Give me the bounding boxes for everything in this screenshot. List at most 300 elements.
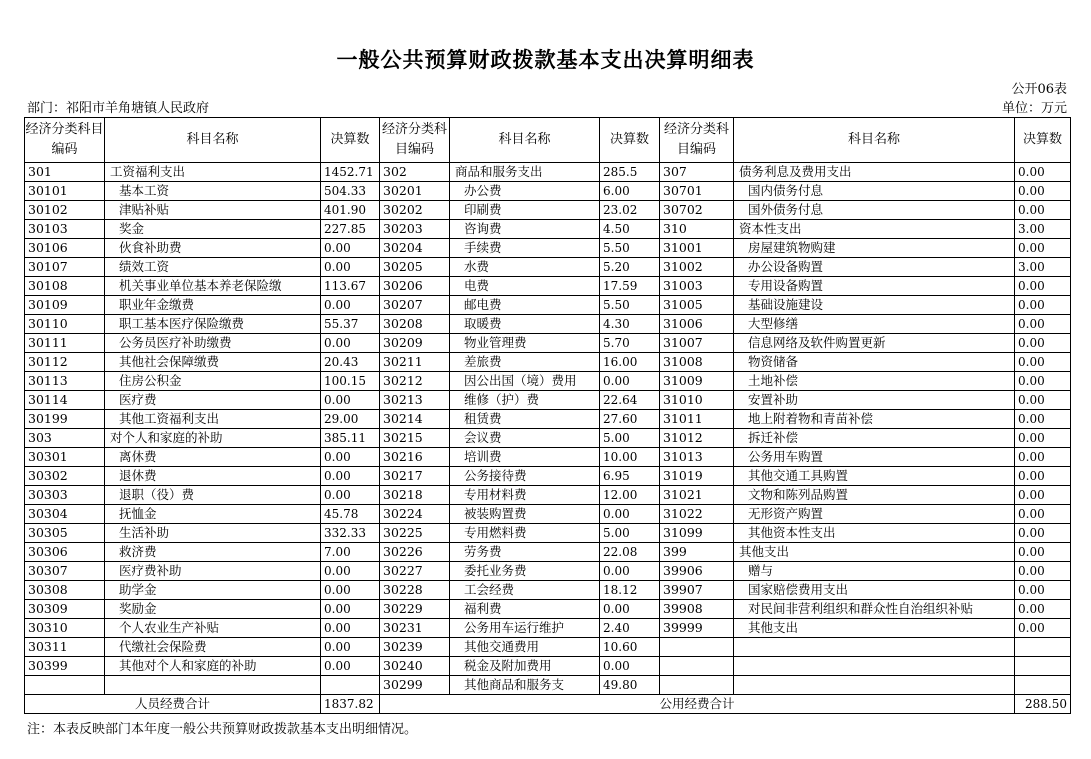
cell-amount: 0.00 bbox=[600, 600, 660, 619]
cell-amount: 0.00 bbox=[1015, 581, 1071, 600]
cell-code: 30702 bbox=[660, 201, 734, 220]
cell-name: 助学金 bbox=[105, 581, 321, 600]
cell-amount: 5.50 bbox=[600, 239, 660, 258]
table-row bbox=[25, 619, 1071, 638]
cell-name: 国家赔偿费用支出 bbox=[734, 581, 1015, 600]
cell-name: 救济费 bbox=[105, 543, 321, 562]
cell-amount: 0.00 bbox=[321, 258, 380, 277]
cell-name: 商品和服务支出 bbox=[450, 163, 600, 182]
cell-name: 工会经费 bbox=[450, 581, 600, 600]
cell-code: 30399 bbox=[25, 657, 105, 676]
cell-amount: 0.00 bbox=[321, 562, 380, 581]
cell-name: 税金及附加费用 bbox=[450, 657, 600, 676]
cell-name: 劳务费 bbox=[450, 543, 600, 562]
cell-name: 水费 bbox=[450, 258, 600, 277]
cell-name: 地上附着物和青苗补偿 bbox=[734, 410, 1015, 429]
cell-code: 30309 bbox=[25, 600, 105, 619]
footnote: 注：本表反映部门本年度一般公共预算财政拨款基本支出明细情况。 bbox=[27, 722, 418, 737]
cell-amount: 0.00 bbox=[1015, 334, 1071, 353]
cell-name: 公务接待费 bbox=[450, 467, 600, 486]
cell-amount: 18.12 bbox=[600, 581, 660, 600]
cell-name: 租赁费 bbox=[450, 410, 600, 429]
cell-amount: 0.00 bbox=[321, 448, 380, 467]
table-row bbox=[25, 581, 1071, 600]
cell-name: 基础设施建设 bbox=[734, 296, 1015, 315]
table-row bbox=[25, 410, 1071, 429]
cell-name: 退休费 bbox=[105, 467, 321, 486]
cell-code: 30208 bbox=[380, 315, 450, 334]
table-row bbox=[25, 258, 1071, 277]
cell-name: 维修（护）费 bbox=[450, 391, 600, 410]
cell-code: 30202 bbox=[380, 201, 450, 220]
cell-code: 30310 bbox=[25, 619, 105, 638]
table-row bbox=[25, 315, 1071, 334]
cell-amount bbox=[321, 676, 380, 695]
cell-name: 资本性支出 bbox=[734, 220, 1015, 239]
cell-name: 其他资本性支出 bbox=[734, 524, 1015, 543]
cell-amount: 0.00 bbox=[1015, 182, 1071, 201]
cell-name: 其他支出 bbox=[734, 619, 1015, 638]
cell-code: 31007 bbox=[660, 334, 734, 353]
table-row bbox=[25, 296, 1071, 315]
cell-name bbox=[105, 676, 321, 695]
cell-code: 30302 bbox=[25, 467, 105, 486]
cell-code: 30308 bbox=[25, 581, 105, 600]
table-row bbox=[25, 163, 1071, 182]
cell-amount: 0.00 bbox=[1015, 524, 1071, 543]
cell-name: 专用设备购置 bbox=[734, 277, 1015, 296]
cell-name: 对民间非营利组织和群众性自治组织补贴 bbox=[734, 600, 1015, 619]
cell-amount: 0.00 bbox=[321, 600, 380, 619]
cell-amount: 0.00 bbox=[1015, 467, 1071, 486]
cell-code: 31099 bbox=[660, 524, 734, 543]
cell-amount: 16.00 bbox=[600, 353, 660, 372]
cell-code: 30215 bbox=[380, 429, 450, 448]
cell-amount: 5.20 bbox=[600, 258, 660, 277]
cell-code: 31012 bbox=[660, 429, 734, 448]
cell-name: 奖金 bbox=[105, 220, 321, 239]
cell-code: 30211 bbox=[380, 353, 450, 372]
cell-code: 30216 bbox=[380, 448, 450, 467]
expenditure-table bbox=[24, 117, 1071, 714]
cell-name: 其他支出 bbox=[734, 543, 1015, 562]
cell-name: 物业管理费 bbox=[450, 334, 600, 353]
cell-code: 31001 bbox=[660, 239, 734, 258]
cell-code: 39908 bbox=[660, 600, 734, 619]
cell-code: 31013 bbox=[660, 448, 734, 467]
cell-name: 职业年金缴费 bbox=[105, 296, 321, 315]
cell-code: 39999 bbox=[660, 619, 734, 638]
cell-code: 302 bbox=[380, 163, 450, 182]
cell-name: 专用材料费 bbox=[450, 486, 600, 505]
cell-name: 其他工资福利支出 bbox=[105, 410, 321, 429]
cell-amount: 0.00 bbox=[1015, 277, 1071, 296]
cell-name: 培训费 bbox=[450, 448, 600, 467]
cell-name: 赠与 bbox=[734, 562, 1015, 581]
table-row bbox=[25, 334, 1071, 353]
cell-name: 被装购置费 bbox=[450, 505, 600, 524]
cell-amount: 0.00 bbox=[1015, 600, 1071, 619]
cell-code: 30226 bbox=[380, 543, 450, 562]
cell-amount: 27.60 bbox=[600, 410, 660, 429]
cell-name: 津贴补贴 bbox=[105, 201, 321, 220]
cell-name: 会议费 bbox=[450, 429, 600, 448]
cell-code bbox=[660, 676, 734, 695]
cell-name bbox=[734, 638, 1015, 657]
personnel-total-label: 人员经费合计 bbox=[25, 695, 321, 714]
cell-name: 个人农业生产补贴 bbox=[105, 619, 321, 638]
header-name-3: 科目名称 bbox=[734, 118, 1015, 163]
cell-code: 30304 bbox=[25, 505, 105, 524]
cell-amount: 0.00 bbox=[1015, 315, 1071, 334]
cell-code: 30227 bbox=[380, 562, 450, 581]
table-row bbox=[25, 486, 1071, 505]
cell-code: 31010 bbox=[660, 391, 734, 410]
cell-code: 301 bbox=[25, 163, 105, 182]
cell-amount: 4.30 bbox=[600, 315, 660, 334]
cell-amount: 49.80 bbox=[600, 676, 660, 695]
cell-amount: 0.00 bbox=[1015, 296, 1071, 315]
cell-code: 30114 bbox=[25, 391, 105, 410]
cell-amount: 0.00 bbox=[321, 467, 380, 486]
cell-name: 离休费 bbox=[105, 448, 321, 467]
cell-amount: 0.00 bbox=[321, 638, 380, 657]
cell-code: 30109 bbox=[25, 296, 105, 315]
table-row bbox=[25, 353, 1071, 372]
cell-code: 30239 bbox=[380, 638, 450, 657]
cell-code: 31002 bbox=[660, 258, 734, 277]
cell-amount: 0.00 bbox=[321, 581, 380, 600]
cell-amount: 227.85 bbox=[321, 220, 380, 239]
cell-amount: 0.00 bbox=[1015, 201, 1071, 220]
cell-amount: 3.00 bbox=[1015, 220, 1071, 239]
cell-name: 办公费 bbox=[450, 182, 600, 201]
public-total-label: 公用经费合计 bbox=[380, 695, 1015, 714]
header-amount-2: 决算数 bbox=[600, 118, 660, 163]
cell-amount: 0.00 bbox=[1015, 391, 1071, 410]
cell-code: 30113 bbox=[25, 372, 105, 391]
table-row bbox=[25, 277, 1071, 296]
cell-name: 其他商品和服务支 bbox=[450, 676, 600, 695]
cell-code: 30107 bbox=[25, 258, 105, 277]
cell-amount bbox=[1015, 676, 1071, 695]
table-row bbox=[25, 239, 1071, 258]
cell-amount: 17.59 bbox=[600, 277, 660, 296]
cell-amount: 0.00 bbox=[1015, 372, 1071, 391]
cell-amount: 0.00 bbox=[1015, 163, 1071, 182]
cell-code: 303 bbox=[25, 429, 105, 448]
cell-amount: 0.00 bbox=[600, 657, 660, 676]
cell-code: 30299 bbox=[380, 676, 450, 695]
cell-name: 公务用车运行维护 bbox=[450, 619, 600, 638]
cell-name: 委托业务费 bbox=[450, 562, 600, 581]
cell-name: 信息网络及软件购置更新 bbox=[734, 334, 1015, 353]
cell-name: 其他交通工具购置 bbox=[734, 467, 1015, 486]
table-row bbox=[25, 676, 1071, 695]
table-row bbox=[25, 448, 1071, 467]
cell-name: 机关事业单位基本养老保险缴 bbox=[105, 277, 321, 296]
cell-code: 30305 bbox=[25, 524, 105, 543]
cell-amount: 0.00 bbox=[321, 391, 380, 410]
cell-code: 30112 bbox=[25, 353, 105, 372]
table-row bbox=[25, 467, 1071, 486]
cell-amount: 5.00 bbox=[600, 429, 660, 448]
cell-code: 30214 bbox=[380, 410, 450, 429]
cell-amount: 401.90 bbox=[321, 201, 380, 220]
cell-code: 310 bbox=[660, 220, 734, 239]
cell-amount: 0.00 bbox=[1015, 410, 1071, 429]
cell-amount: 0.00 bbox=[321, 239, 380, 258]
cell-name: 代缴社会保险费 bbox=[105, 638, 321, 657]
cell-code: 30306 bbox=[25, 543, 105, 562]
cell-name: 公务用车购置 bbox=[734, 448, 1015, 467]
table-row bbox=[25, 182, 1071, 201]
cell-amount: 0.00 bbox=[321, 657, 380, 676]
cell-name: 无形资产购置 bbox=[734, 505, 1015, 524]
header-code-2: 经济分类科目编码 bbox=[380, 118, 450, 163]
cell-code bbox=[660, 638, 734, 657]
cell-amount: 385.11 bbox=[321, 429, 380, 448]
cell-name: 咨询费 bbox=[450, 220, 600, 239]
cell-name: 职工基本医疗保险缴费 bbox=[105, 315, 321, 334]
cell-name: 电费 bbox=[450, 277, 600, 296]
cell-code: 31005 bbox=[660, 296, 734, 315]
cell-code: 30203 bbox=[380, 220, 450, 239]
cell-code: 30231 bbox=[380, 619, 450, 638]
cell-code: 31003 bbox=[660, 277, 734, 296]
cell-amount: 22.64 bbox=[600, 391, 660, 410]
header-amount-3: 决算数 bbox=[1015, 118, 1071, 163]
personnel-total-value: 1837.82 bbox=[321, 695, 380, 714]
cell-name: 工资福利支出 bbox=[105, 163, 321, 182]
cell-amount: 113.67 bbox=[321, 277, 380, 296]
cell-code: 399 bbox=[660, 543, 734, 562]
cell-name: 基本工资 bbox=[105, 182, 321, 201]
cell-amount: 6.00 bbox=[600, 182, 660, 201]
table-row bbox=[25, 429, 1071, 448]
cell-code: 30213 bbox=[380, 391, 450, 410]
cell-amount: 7.00 bbox=[321, 543, 380, 562]
header-row bbox=[25, 118, 1071, 163]
cell-code: 30212 bbox=[380, 372, 450, 391]
cell-amount: 0.00 bbox=[600, 505, 660, 524]
cell-amount: 3.00 bbox=[1015, 258, 1071, 277]
cell-code: 30240 bbox=[380, 657, 450, 676]
cell-code: 30111 bbox=[25, 334, 105, 353]
cell-name: 绩效工资 bbox=[105, 258, 321, 277]
cell-code: 30218 bbox=[380, 486, 450, 505]
department-label: 部门：祁阳市羊角塘镇人民政府 bbox=[27, 101, 210, 116]
cell-name: 手续费 bbox=[450, 239, 600, 258]
header-name-2: 科目名称 bbox=[450, 118, 600, 163]
cell-name: 房屋建筑物购建 bbox=[734, 239, 1015, 258]
cell-code: 30229 bbox=[380, 600, 450, 619]
cell-name: 生活补助 bbox=[105, 524, 321, 543]
cell-amount: 5.00 bbox=[600, 524, 660, 543]
cell-amount: 6.95 bbox=[600, 467, 660, 486]
cell-name: 医疗费 bbox=[105, 391, 321, 410]
cell-amount: 0.00 bbox=[1015, 239, 1071, 258]
totals-row bbox=[25, 695, 1071, 714]
cell-amount: 23.02 bbox=[600, 201, 660, 220]
cell-code: 307 bbox=[660, 163, 734, 182]
cell-amount: 10.00 bbox=[600, 448, 660, 467]
cell-code: 30108 bbox=[25, 277, 105, 296]
cell-code: 30207 bbox=[380, 296, 450, 315]
cell-code: 30228 bbox=[380, 581, 450, 600]
cell-name: 办公设备购置 bbox=[734, 258, 1015, 277]
cell-name: 福利费 bbox=[450, 600, 600, 619]
cell-amount: 0.00 bbox=[321, 334, 380, 353]
cell-amount bbox=[1015, 657, 1071, 676]
cell-amount: 0.00 bbox=[321, 486, 380, 505]
cell-name: 因公出国（境）费用 bbox=[450, 372, 600, 391]
cell-code: 31008 bbox=[660, 353, 734, 372]
cell-code: 30110 bbox=[25, 315, 105, 334]
table-row bbox=[25, 220, 1071, 239]
report-title: 一般公共预算财政拨款基本支出决算明细表 bbox=[336, 47, 755, 72]
cell-amount: 0.00 bbox=[1015, 562, 1071, 581]
header-name-1: 科目名称 bbox=[105, 118, 321, 163]
cell-name: 印刷费 bbox=[450, 201, 600, 220]
cell-code: 31019 bbox=[660, 467, 734, 486]
cell-code: 31021 bbox=[660, 486, 734, 505]
cell-amount: 29.00 bbox=[321, 410, 380, 429]
cell-name: 邮电费 bbox=[450, 296, 600, 315]
unit-label: 单位：万元 bbox=[1001, 101, 1067, 116]
table-row bbox=[25, 524, 1071, 543]
cell-name: 文物和陈列品购置 bbox=[734, 486, 1015, 505]
header-amount-1: 决算数 bbox=[321, 118, 380, 163]
cell-code: 30103 bbox=[25, 220, 105, 239]
cell-code: 30205 bbox=[380, 258, 450, 277]
table-row bbox=[25, 543, 1071, 562]
cell-name: 国外债务付息 bbox=[734, 201, 1015, 220]
cell-name: 安置补助 bbox=[734, 391, 1015, 410]
cell-code: 39907 bbox=[660, 581, 734, 600]
cell-amount: 285.5 bbox=[600, 163, 660, 182]
cell-amount: 100.15 bbox=[321, 372, 380, 391]
cell-amount: 0.00 bbox=[321, 296, 380, 315]
table-row bbox=[25, 638, 1071, 657]
cell-amount: 332.33 bbox=[321, 524, 380, 543]
cell-name: 专用燃料费 bbox=[450, 524, 600, 543]
cell-amount: 1452.71 bbox=[321, 163, 380, 182]
cell-code bbox=[660, 657, 734, 676]
cell-code: 30209 bbox=[380, 334, 450, 353]
cell-code: 30204 bbox=[380, 239, 450, 258]
cell-name bbox=[734, 676, 1015, 695]
cell-code: 30301 bbox=[25, 448, 105, 467]
cell-code: 30217 bbox=[380, 467, 450, 486]
cell-code: 30303 bbox=[25, 486, 105, 505]
cell-name: 退职（役）费 bbox=[105, 486, 321, 505]
cell-code: 30106 bbox=[25, 239, 105, 258]
cell-name: 住房公积金 bbox=[105, 372, 321, 391]
cell-name: 取暖费 bbox=[450, 315, 600, 334]
public-total-value: 288.50 bbox=[1015, 695, 1071, 714]
cell-amount: 45.78 bbox=[321, 505, 380, 524]
table-row bbox=[25, 562, 1071, 581]
cell-amount: 0.00 bbox=[1015, 448, 1071, 467]
cell-amount: 4.50 bbox=[600, 220, 660, 239]
cell-name: 伙食补助费 bbox=[105, 239, 321, 258]
cell-amount: 0.00 bbox=[600, 562, 660, 581]
cell-code: 30201 bbox=[380, 182, 450, 201]
cell-name: 差旅费 bbox=[450, 353, 600, 372]
cell-amount: 12.00 bbox=[600, 486, 660, 505]
cell-name bbox=[734, 657, 1015, 676]
table-row bbox=[25, 505, 1071, 524]
table-row bbox=[25, 391, 1071, 410]
cell-amount: 0.00 bbox=[1015, 619, 1071, 638]
cell-name: 大型修缮 bbox=[734, 315, 1015, 334]
table-row bbox=[25, 201, 1071, 220]
cell-name: 其他社会保障缴费 bbox=[105, 353, 321, 372]
cell-amount: 20.43 bbox=[321, 353, 380, 372]
cell-code: 31009 bbox=[660, 372, 734, 391]
cell-name: 奖励金 bbox=[105, 600, 321, 619]
table-row bbox=[25, 657, 1071, 676]
cell-code: 30225 bbox=[380, 524, 450, 543]
cell-amount: 5.50 bbox=[600, 296, 660, 315]
cell-amount bbox=[1015, 638, 1071, 657]
cell-name: 债务利息及费用支出 bbox=[734, 163, 1015, 182]
cell-code: 30701 bbox=[660, 182, 734, 201]
cell-code: 31006 bbox=[660, 315, 734, 334]
cell-amount: 0.00 bbox=[1015, 505, 1071, 524]
cell-amount: 2.40 bbox=[600, 619, 660, 638]
cell-code: 39906 bbox=[660, 562, 734, 581]
cell-name: 国内债务付息 bbox=[734, 182, 1015, 201]
cell-name: 其他交通费用 bbox=[450, 638, 600, 657]
cell-name: 其他对个人和家庭的补助 bbox=[105, 657, 321, 676]
cell-code: 30206 bbox=[380, 277, 450, 296]
cell-name: 医疗费补助 bbox=[105, 562, 321, 581]
table-row bbox=[25, 600, 1071, 619]
cell-name: 物资储备 bbox=[734, 353, 1015, 372]
cell-name: 抚恤金 bbox=[105, 505, 321, 524]
cell-name: 对个人和家庭的补助 bbox=[105, 429, 321, 448]
cell-amount: 0.00 bbox=[1015, 486, 1071, 505]
cell-code: 30199 bbox=[25, 410, 105, 429]
cell-code: 31022 bbox=[660, 505, 734, 524]
cell-amount: 55.37 bbox=[321, 315, 380, 334]
cell-code: 30307 bbox=[25, 562, 105, 581]
header-code-1: 经济分类科目编码 bbox=[25, 118, 105, 163]
cell-amount: 0.00 bbox=[321, 619, 380, 638]
table-row bbox=[25, 372, 1071, 391]
cell-code bbox=[25, 676, 105, 695]
cell-name: 拆迁补偿 bbox=[734, 429, 1015, 448]
cell-code: 31011 bbox=[660, 410, 734, 429]
cell-amount: 10.60 bbox=[600, 638, 660, 657]
cell-amount: 0.00 bbox=[1015, 543, 1071, 562]
header-code-3: 经济分类科目编码 bbox=[660, 118, 734, 163]
cell-amount: 0.00 bbox=[600, 372, 660, 391]
cell-code: 30101 bbox=[25, 182, 105, 201]
cell-code: 30311 bbox=[25, 638, 105, 657]
form-code: 公开06表 bbox=[1011, 82, 1067, 97]
cell-amount: 5.70 bbox=[600, 334, 660, 353]
cell-code: 30102 bbox=[25, 201, 105, 220]
cell-code: 30224 bbox=[380, 505, 450, 524]
cell-amount: 22.08 bbox=[600, 543, 660, 562]
cell-name: 土地补偿 bbox=[734, 372, 1015, 391]
cell-amount: 0.00 bbox=[1015, 429, 1071, 448]
cell-name: 公务员医疗补助缴费 bbox=[105, 334, 321, 353]
cell-amount: 0.00 bbox=[1015, 353, 1071, 372]
